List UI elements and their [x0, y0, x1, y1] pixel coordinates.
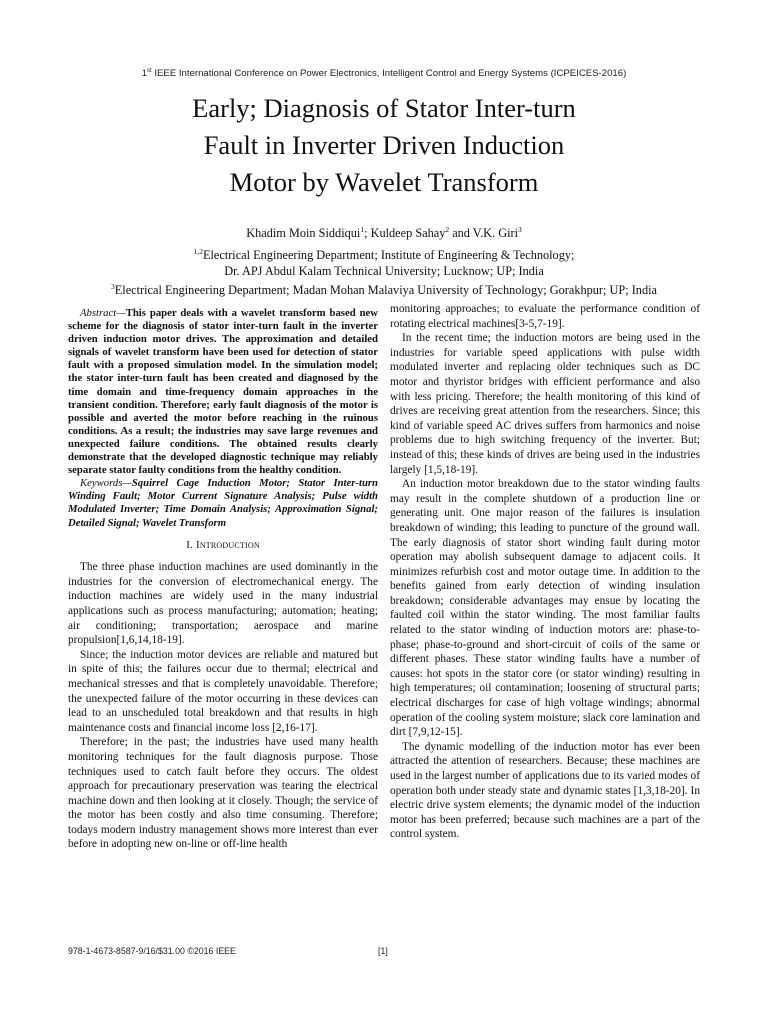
author-3-sup: 3	[518, 225, 522, 234]
affiliation-1	[0, 244, 768, 264]
right-column	[390, 302, 700, 842]
title-line-2: Fault in Inverter Driven Induction	[203, 130, 565, 160]
affiliation-1-sup: 1,2	[193, 246, 203, 256]
abstract-label: Abstract—	[80, 307, 126, 319]
conference-ordinal: 1	[141, 68, 148, 80]
author-names	[0, 222, 768, 242]
paragraph: In the recent time; the induction motors are being used in the industries for variable speed applications with pulse width modulated inverter and replacing older techniques such as DC motor and thyristor bridges with efficient performance and also with less pricing. Therefore; the health monitoring of this kind of drives are receiving great attention from the researchers. Since; this kind of variable speed AC drives suffers from harmonics and noise problems due to high switching frequency of the inverter. But; instead of this; these kinds of drives are being used in the industries largely [1,5,18-19].	[390, 332, 700, 476]
section-title: Introduction	[195, 538, 260, 551]
author-2: ; Kuldeep Sahay	[364, 226, 446, 241]
affiliation-1-continued: Dr. APJ Abdul Kalam Technical University; Lucknow; UP; India	[224, 264, 544, 278]
abstract	[68, 307, 378, 477]
conference-name: IEEE International Conference on Power Electronics, Intelligent Control and Energy Systems (ICPEICES-2016)	[151, 68, 627, 80]
paragraph: Therefore; in the past; the industries have used many health monitoring techniques for the fault diagnosis purpose. Those techniques used to catch fault before they occurs. The oldest approach for precautionary preservation was tearing the electrical machine down and then looking at it closely. Though; the service of the motor has been costly and also time consuming. Therefore; todays modern industry management shows more interest than ever before in adopting new on-line or off-line health	[68, 736, 378, 851]
paragraph: An induction motor breakdown due to the stator winding faults may result in the complete shutdown of a production line or generating unit. One major reason of the failures is insulation breakdown of winding; this leading to puncture of the ground wall. The early diagnosis of stator short winding fault during motor operation may abolish subsequent damage to adjacent coils. It minimizes refurbish cost and motor outage time. In addition to the benefits gained from early detection of winding insulation breakdown; considerable advantages may ensue by locating the faulted coil within the stator winding. The most familiar faults related to the stator winding of induction motors are: phase-to-phase; phase-to-ground and short-circuit of coils of the same or different phases. These stator winding faults have a number of causes: hot spots in the stator core (or stator winding) resulting in high temperatures; oil contamination; loosening of structural parts; electrical discharges for case of high voltage windings; abnormal operation of the cooling system moisture; slack core lamination and dirt [7,9,12-15].	[390, 478, 700, 739]
keywords-text: Squirrel Cage Induction Motor; Stator Inter-turn Winding Fault; Motor Current Signature Analysis; Pulse width Modulated Inverter; Time Domain Analysis; Approximation Signal; Detailed Signal; Wavelet Transform	[68, 477, 378, 529]
copyright-notice: 978-1-4673-8587-9/16/$31.00 ©2016 IEEE	[68, 946, 236, 956]
title-line-1: Early; Diagnosis of Stator Inter-turn	[192, 93, 576, 123]
conference-header	[0, 68, 768, 79]
affiliation-2-text: Electrical Engineering Department; Madan Mohan Malaviya University of Technology; Gorakhpur; UP; India	[114, 283, 657, 298]
abstract-text: This paper deals with a wavelet transform based new scheme for the diagnosis of stator inter-turn fault in the inverter driven induction motor drives. The approximation and detailed signals of wavelet transform have been used for detection of stator fault with a proposed simulation model. In the simulation model; the stator inter-turn fault has been created and diagnosed by the time domain and time-frequency domain approaches in the transient condition. Therefore; early fault diagnosis of the motor is possible and averted the motor before reaching in the ruinous conditions. As a result; the industries may save large revenues and unexpected failure conditions. The obtained results clearly demonstrate that the developed diagnostic technique may reliably separate stator faulty conditions from the healthy condition.	[68, 307, 378, 477]
paragraph: monitoring approaches; to evaluate the performance condition of rotating electrical machines[3-5,7-19].	[390, 303, 700, 330]
author-3: and V.K. Giri	[449, 226, 519, 241]
section-number: I.	[186, 538, 194, 551]
author-1: Khadim Moin Siddiqui	[246, 226, 361, 241]
title-line-3: Motor by Wavelet Transform	[229, 167, 539, 197]
paragraph: Since; the induction motor devices are reliable and matured but in spite of this; the failures occur due to thermal; electrical and mechanical stresses and that is completely unavoidable. Therefore; the unexpected failure of the motor occurring in these devices can lead to an unscheduled total breakdown and that results in high maintenance costs and financial income loss [2,16-17].	[68, 648, 378, 734]
section-heading	[68, 538, 378, 553]
author-1-sup: 1	[360, 225, 365, 234]
keywords	[68, 477, 378, 529]
paragraph: The dynamic modelling of the induction motor has ever been attracted the attention of researchers. Because; these machines are used in the largest number of applications due to its varied modes of operation both under steady state and dynamic states [1,3,18-20]. In electric drive system elements; the dynamic model of the induction motor has been preferred; because such machines are a part of the control system.	[390, 740, 700, 841]
left-column	[68, 307, 378, 852]
paper-title	[100, 90, 668, 201]
author-2-sup: 2	[445, 225, 450, 234]
conference-ordinal-sup: st	[147, 68, 152, 74]
paragraph: The three phase induction machines are used dominantly in the industries for the conversion of electromechanical energy. The induction machines are widely used in the many industrial applications such as process manufacturing; automation; heating; air conditioning; transportation; aerospace and marine propulsion[1,6,14,18-19].	[68, 561, 378, 647]
affiliation-2	[0, 279, 768, 299]
affiliation-2-sup: 3	[111, 282, 115, 292]
author-block	[0, 222, 768, 299]
keywords-label: Keywords—	[80, 477, 132, 490]
affiliation-1-text: Electrical Engineering Department; Institute of Engineering & Technology;	[202, 247, 575, 262]
page-number: [1]	[378, 946, 388, 956]
